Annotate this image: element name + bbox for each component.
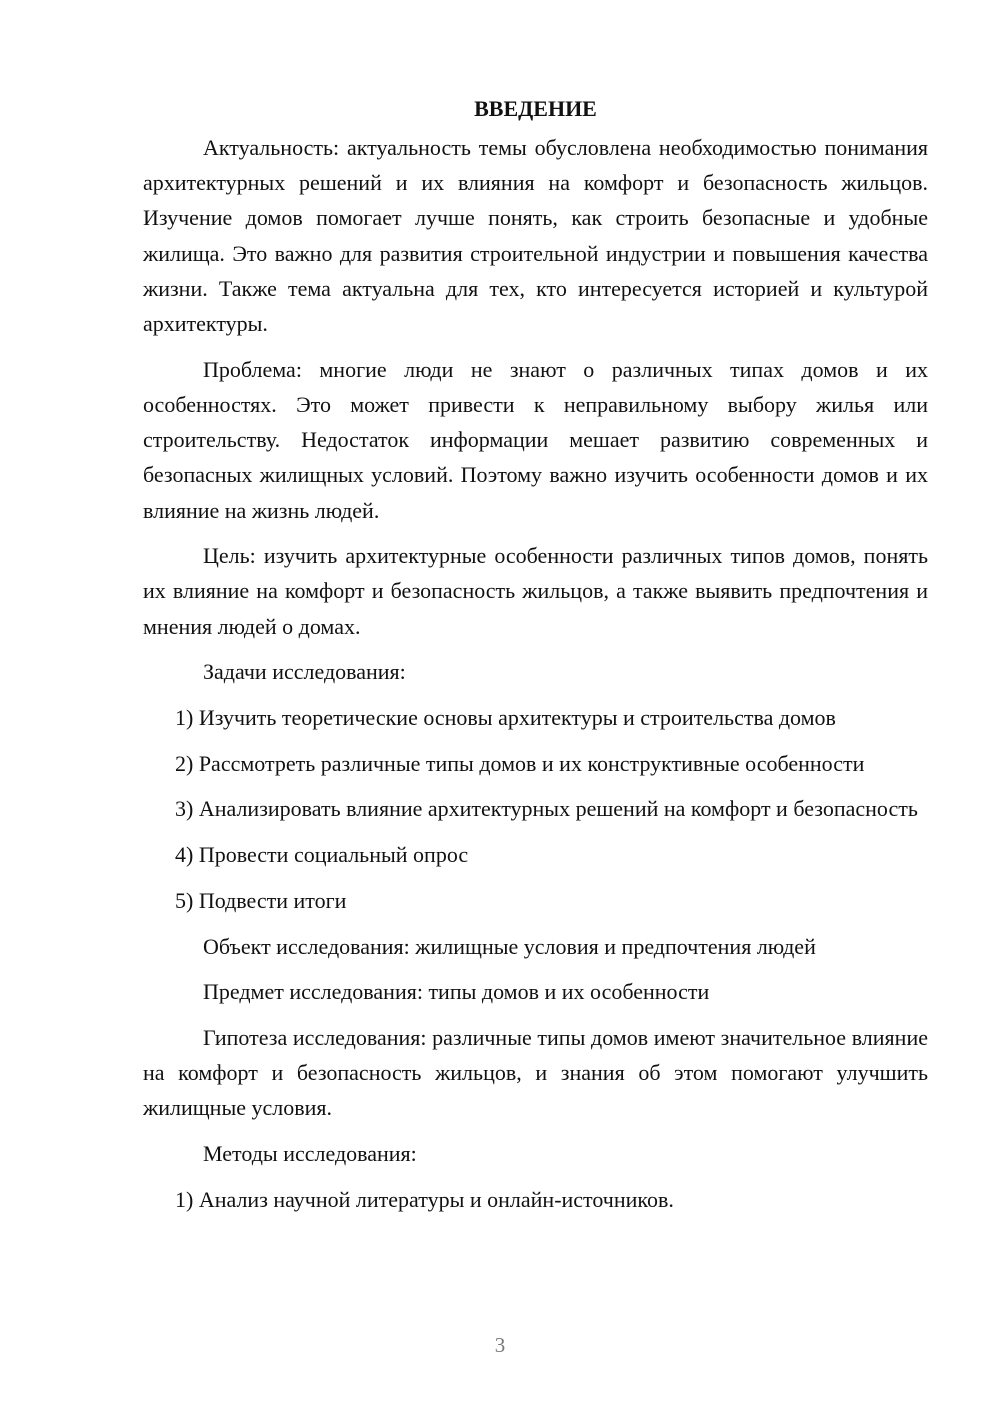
tasks-heading: Задачи исследования: [203, 659, 406, 685]
task-item-5: 5) Подвести итоги [175, 887, 347, 913]
task-item-3: 3) Анализировать влияние архитектурных решений на комфорт и безопасность [175, 796, 918, 822]
methods-heading: Методы исследования: [203, 1141, 417, 1167]
relevance-paragraph: Актуальность: актуальность темы обусловлена необходимостью понимания архитектурных решений и их влияния на комфорт и безопасность жильцов. Изучение домов помогает лучше понять, как строить безопасные и удобные жилища. Это важно для развития строительной индустрии и повышения качества жизни. Также тема актуальна для тех, кто интересуется историей и культурой архитектуры. [143, 135, 928, 337]
hypothesis-paragraph: Гипотеза исследования: различные типы домов имеют значительное влияние на комфорт и безопасность жильцов, и знания об этом помогают улучшить жилищные условия. [143, 1024, 928, 1121]
task-item-1: 1) Изучить теоретические основы архитектуры и строительства домов [175, 705, 836, 731]
object-paragraph: Объект исследования: жилищные условия и предпочтения людей [203, 933, 816, 959]
section-title: ВВЕДЕНИЕ [474, 96, 597, 121]
method-item-1: 1) Анализ научной литературы и онлайн-источников. [175, 1186, 674, 1212]
task-item-2: 2) Рассмотреть различные типы домов и их конструктивные особенности [175, 750, 865, 776]
problem-paragraph: Проблема: многие люди не знают о различных типах домов и их особенностях. Это может привести к неправильному выбору жилья или строительству. Недостаток информации мешает развитию современных и безопасных жилищных условий. Поэтому важно изучить особенности домов и их влияние на жизнь людей. [143, 356, 928, 523]
goal-paragraph: Цель: изучить архитектурные особенности различных типов домов, понять их влияние на комфорт и безопасность жильцов, а также выявить предпочтения и мнения людей о домах. [143, 543, 928, 639]
page-number: 3 [494, 1333, 506, 1357]
subject-paragraph: Предмет исследования: типы домов и их особенности [203, 979, 710, 1005]
document-page [143, 92, 928, 1217]
task-item-4: 4) Провести социальный опрос [175, 842, 469, 868]
